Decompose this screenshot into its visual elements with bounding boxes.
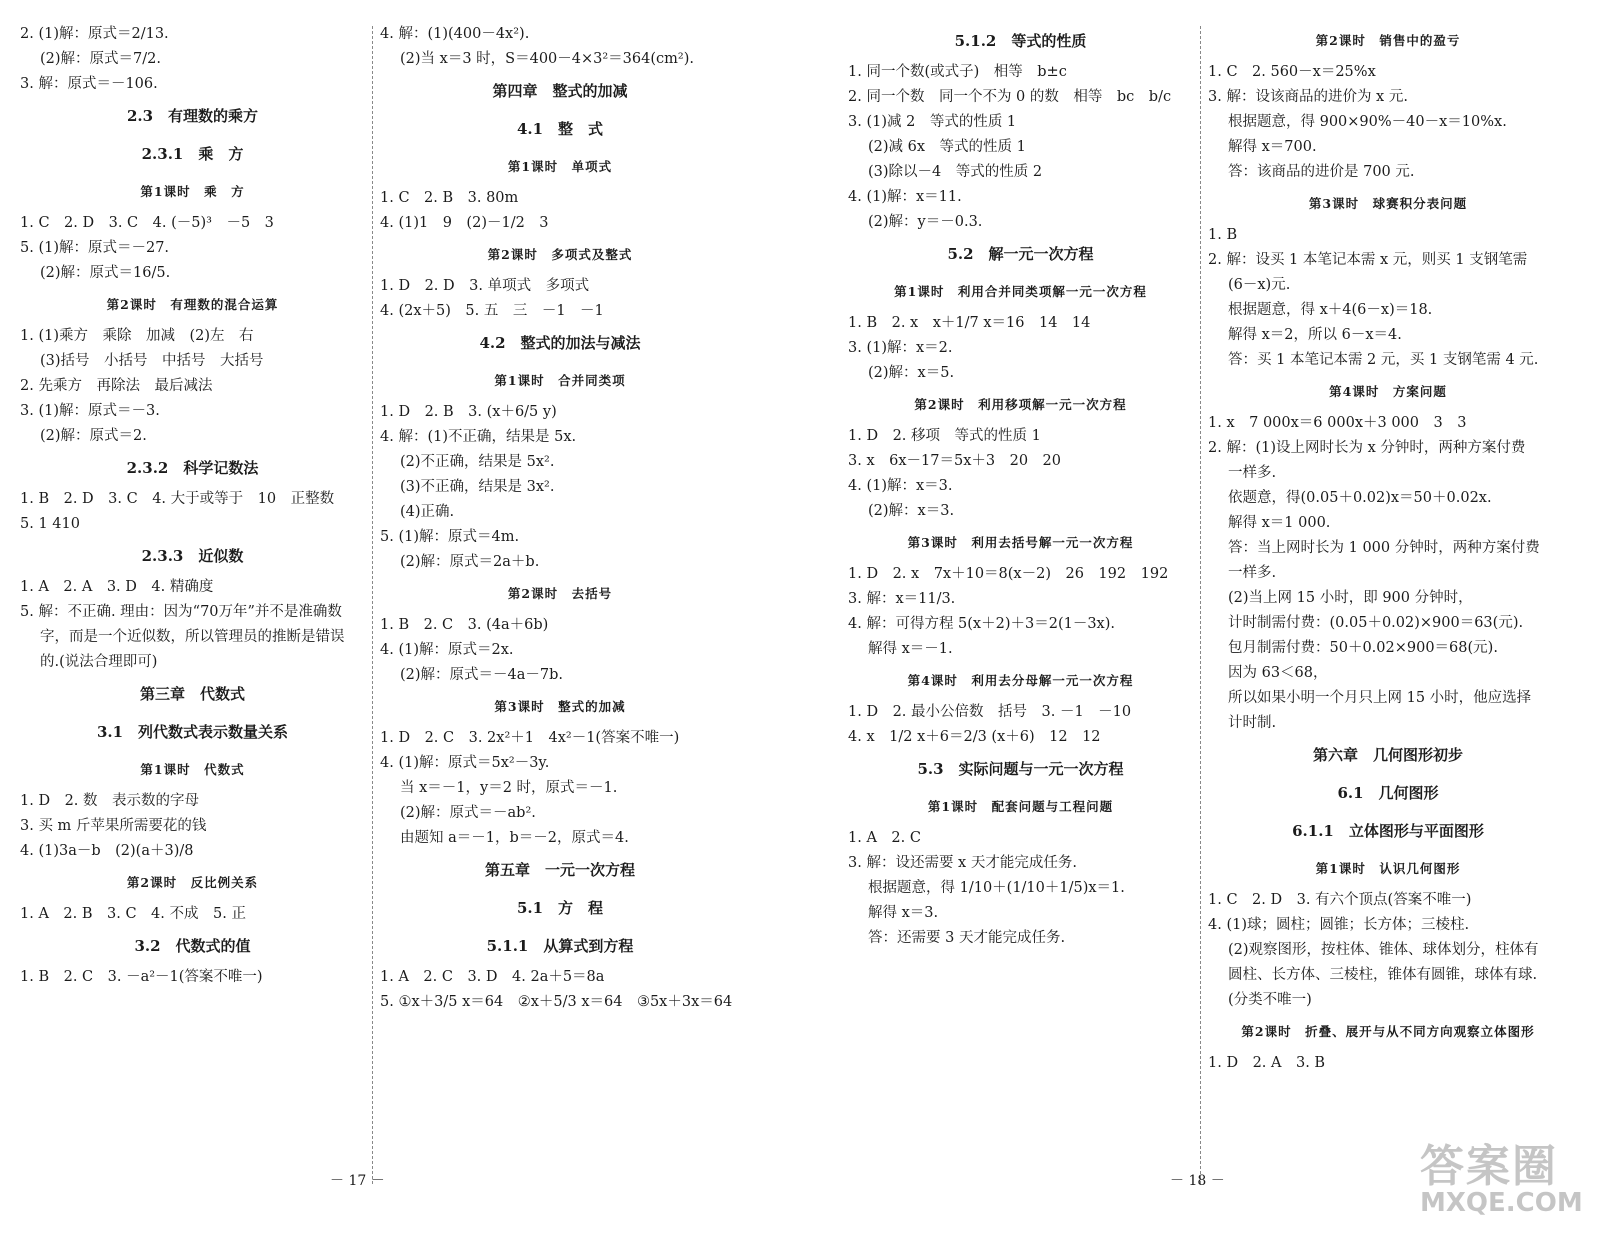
answer-line: 1. C 2. D 3. 有六个顶点(答案不唯一) [1208, 892, 1472, 908]
answer-line: 4. (1)解：x＝3. [848, 478, 953, 494]
section-heading: 第四章 整式的加减 [492, 82, 628, 100]
answer-line: 1. x 7 000x＝6 000x＋3 000 3 3 [1208, 415, 1467, 431]
answer-line: 2. 同一个数 同一个不为 0 的数 相等 bc b/c [848, 89, 1172, 105]
answer-line: 根据题意，得 x＋4(6－x)＝18. [1228, 302, 1433, 318]
lesson-heading: 第1课时 合并同类项 [494, 373, 626, 388]
section-heading: 4.2 整式的加法与减法 [479, 334, 641, 352]
answer-line: (2)解：原式＝16/5. [40, 265, 171, 281]
answer-line: 4. (1)解：x＝11. [848, 189, 962, 205]
answer-line: (2)解：原式＝－4a－7b. [400, 667, 564, 683]
answer-line: 4. 解：(1)(400－4x²). [380, 26, 530, 42]
answer-line: 所以如果小明一个月只上网 15 小时，他应选择 [1228, 690, 1532, 706]
answer-line: 解得 x＝2，所以 6－x＝4. [1228, 327, 1402, 343]
section-heading: 3.1 列代数式表示数量关系 [96, 723, 289, 741]
answer-line: (4)正确. [400, 504, 455, 520]
answer-line: 1. A 2. C 3. D 4. 2a＋5＝8a [380, 969, 605, 985]
answer-line: (2)解：原式＝2a＋b. [400, 554, 540, 570]
answer-line: (2)减 6x 等式的性质 1 [868, 139, 1026, 155]
lesson-heading: 第1课时 代数式 [140, 762, 245, 777]
answer-line: (2)解：原式＝－ab². [400, 805, 536, 821]
answer-line: 1. (1)乘方 乘除 加减 (2)左 右 [20, 328, 254, 344]
answer-line: 1. D 2. 数 表示数的字母 [20, 793, 200, 809]
answer-line: 计时制需付费：(0.05＋0.02)×900＝63(元). [1228, 615, 1524, 631]
answer-line: 字，而是一个近似数，所以管理员的推断是错误 [40, 629, 345, 645]
watermark-logo [1420, 1130, 1590, 1230]
watermark-text-cn: 答案圈 [1420, 1141, 1558, 1192]
lesson-heading: 第1课时 配套问题与工程问题 [927, 799, 1114, 814]
answer-line: 3. (1)解：原式＝－3. [20, 403, 160, 419]
answer-line: (2)解：原式＝7/2. [40, 51, 161, 67]
section-heading: 5.3 实际问题与一元一次方程 [917, 760, 1124, 778]
answer-line: (2)不正确，结果是 5x². [400, 454, 555, 470]
column-divider-right [1200, 26, 1201, 1184]
answer-line: 1. B 2. D 3. C 4. 大于或等于 10 正整数 [20, 491, 335, 507]
answer-line: 1. A 2. C [848, 830, 921, 846]
answer-line: 3. 解：设还需要 x 天才能完成任务. [848, 855, 1077, 871]
section-heading: 2.3 有理数的乘方 [126, 107, 259, 125]
lesson-heading: 第2课时 折叠、展开与从不同方向观察立体图形 [1241, 1024, 1535, 1039]
answer-line: (2)观察图形，按柱体、锥体、球体划分，柱体有 [1228, 942, 1539, 958]
answer-line: 1. C 2. D 3. C 4. (－5)³ －5 3 [20, 215, 274, 231]
answer-line: 1. A 2. B 3. C 4. 不成 5. 正 [20, 906, 246, 922]
section-heading: 5.2 解一元一次方程 [947, 245, 1094, 263]
answer-line: 3. x 6x－17＝5x＋3 20 20 [848, 453, 1062, 469]
lesson-heading: 第4课时 利用去分母解一元一次方程 [907, 673, 1134, 688]
section-heading: 5.1.1 从算式到方程 [486, 937, 634, 955]
answer-line: 1. D 2. A 3. B [1208, 1055, 1326, 1071]
lesson-heading: 第1课时 单项式 [507, 159, 613, 174]
section-heading: 3.2 代数式的值 [134, 937, 251, 955]
answer-line: 4. (2x＋5) 5. 五 三 －1 －1 [380, 303, 604, 319]
answer-line: 1. D 2. x 7x＋10＝8(x－2) 26 192 192 [848, 566, 1169, 582]
answer-line: 5. 1 410 [20, 516, 80, 532]
column-divider-left [372, 26, 373, 1184]
lesson-heading: 第1课时 利用合并同类项解一元一次方程 [894, 284, 1147, 299]
answer-line: 4. (1)3a－b (2)(a＋3)/8 [20, 843, 194, 859]
answer-line: 圆柱、长方体、三棱柱，锥体有圆锥，球体有球. [1228, 967, 1538, 983]
answer-line: 3. 解：x＝11/3. [848, 591, 956, 607]
section-heading: 第五章 一元一次方程 [484, 861, 635, 879]
column-3 [848, 22, 1193, 951]
answer-line: (2)解：x＝3. [868, 503, 955, 519]
answer-line: 3. 买 m 斤苹果所需要花的钱 [20, 818, 207, 834]
answer-line: 答：当上网时长为 1 000 分钟时，两种方案付费 [1228, 540, 1540, 556]
lesson-heading: 第2课时 多项式及整式 [487, 247, 633, 262]
answer-line: 1. B 2. C 3. (4a＋6b) [380, 617, 549, 633]
answer-line: 2. 解：(1)设上网时长为 x 分钟时，两种方案付费 [1208, 440, 1526, 456]
answer-line: (2)解：x＝5. [868, 365, 955, 381]
answer-line: 1. D 2. 移项 等式的性质 1 [848, 428, 1041, 444]
answer-line: 1. C 2. 560－x＝25%x [1208, 64, 1376, 80]
answer-line: 4. 解：可得方程 5(x＋2)＋3＝2(1－3x). [848, 616, 1115, 632]
page-number-right: － 18 － [1170, 1173, 1225, 1189]
section-heading: 6.1.1 立体图形与平面图形 [1292, 822, 1484, 840]
answer-line: 2. (1)解：原式＝2/13. [20, 26, 169, 42]
answer-line: 1. 同一个数(或式子) 相等 b±c [848, 64, 1067, 80]
answer-line: (3)除以－4 等式的性质 2 [868, 164, 1043, 180]
lesson-heading: 第4课时 方案问题 [1329, 384, 1447, 399]
lesson-heading: 第2课时 有理数的混合运算 [106, 297, 279, 312]
section-heading: 6.1 几何图形 [1337, 784, 1439, 802]
page-number-left: － 17 － [330, 1173, 385, 1189]
answer-line: 3. 解：原式＝－106. [20, 76, 158, 92]
answer-line: 1. D 2. D 3. 单项式 多项式 [380, 278, 590, 294]
answer-line: 计时制. [1228, 715, 1277, 731]
answer-line: 解得 x＝－1. [868, 641, 953, 657]
answer-line: 1. D 2. B 3. (x＋6/5 y) [380, 404, 557, 420]
answer-line: 因为 63＜68， [1228, 665, 1328, 681]
answer-line: 解得 x＝3. [868, 905, 939, 921]
answer-line: (2)当上网 15 小时，即 900 分钟时， [1228, 590, 1473, 606]
section-heading: 5.1 方 程 [516, 899, 604, 917]
answer-line: 2. 先乘方 再除法 最后减法 [20, 378, 213, 394]
answer-line: 答：买 1 本笔记本需 2 元，买 1 支钢笔需 4 元. [1228, 352, 1539, 368]
section-heading: 4.1 整 式 [516, 120, 604, 138]
answer-line: (3)不正确，结果是 3x². [400, 479, 555, 495]
answer-line: (2)解：原式＝2. [40, 428, 147, 444]
answer-line: 2. 解：设买 1 本笔记本需 x 元，则买 1 支钢笔需 [1208, 252, 1528, 268]
section-heading: 2.3.3 近似数 [141, 547, 244, 565]
answer-line: 4. x 1/2 x＋6＝2/3 (x＋6) 12 12 [848, 729, 1101, 745]
answer-line: 一样多. [1228, 465, 1277, 481]
answer-line: 1. A 2. A 3. D 4. 精确度 [20, 579, 214, 595]
lesson-heading: 第3课时 球赛积分表问题 [1308, 196, 1468, 211]
answer-line: (3)括号 小括号 中括号 大括号 [40, 353, 264, 369]
answer-line: 答：还需要 3 天才能完成任务. [868, 930, 1066, 946]
answer-line: 答：该商品的进价是 700 元. [1228, 164, 1415, 180]
lesson-heading: 第2课时 反比例关系 [126, 875, 259, 890]
section-heading: 第六章 几何图形初步 [1312, 746, 1463, 764]
answer-line: 4. (1)解：原式＝2x. [380, 642, 514, 658]
answer-line: 1. B 2. x x＋1/7 x＝16 14 14 [848, 315, 1091, 331]
lesson-heading: 第2课时 去括号 [507, 586, 613, 601]
answer-line: 1. B [1208, 227, 1238, 243]
answer-line: 4. (1)球；圆柱；圆锥；长方体；三棱柱. [1208, 917, 1470, 933]
answer-line: 依题意，得(0.05＋0.02)x＝50＋0.02x. [1228, 490, 1492, 506]
answer-line: 3. (1)解：x＝2. [848, 340, 953, 356]
answer-line: (6－x)元. [1228, 277, 1291, 293]
section-heading: 5.1.2 等式的性质 [954, 32, 1087, 50]
answer-line: 的.(说法合理即可) [40, 654, 158, 670]
watermark-text-en: MXQE.COM [1420, 1188, 1583, 1218]
lesson-heading: 第3课时 整式的加减 [494, 699, 626, 714]
lesson-heading: 第2课时 利用移项解一元一次方程 [914, 397, 1127, 412]
answer-line: 解得 x＝700. [1228, 139, 1317, 155]
answer-line: (分类不唯一) [1228, 992, 1312, 1008]
answer-line: 1. D 2. 最小公倍数 括号 3. －1 －10 [848, 704, 1132, 720]
answer-line: 3. 解：设该商品的进价为 x 元. [1208, 89, 1408, 105]
answer-line: 5. (1)解：原式＝4m. [380, 529, 520, 545]
answer-line: 5. 解：不正确. 理由：因为“70万年”并不是准确数 [20, 604, 342, 620]
section-heading: 2.3.2 科学记数法 [126, 459, 259, 477]
section-heading: 2.3.1 乘 方 [141, 145, 244, 163]
column-4 [1208, 22, 1568, 1076]
lesson-heading: 第2课时 销售中的盈亏 [1315, 33, 1461, 48]
lesson-heading: 第1课时 认识几何图形 [1315, 861, 1461, 876]
section-heading: 第三章 代数式 [139, 685, 245, 703]
answer-line: 包月制需付费：50＋0.02×900＝68(元). [1228, 640, 1498, 656]
answer-line: 4. (1)1 9 (2)－1/2 3 [380, 215, 549, 231]
answer-line: 根据题意，得 1/10＋(1/10＋1/5)x＝1. [868, 880, 1125, 896]
answer-line: 解得 x＝1 000. [1228, 515, 1331, 531]
answer-line: 3. (1)减 2 等式的性质 1 [848, 114, 1017, 130]
lesson-heading: 第1课时 乘 方 [140, 184, 245, 199]
answer-line: 4. (1)解：原式＝5x²－3y. [380, 755, 550, 771]
answer-line: 当 x＝－1，y＝2 时，原式＝－1. [400, 780, 618, 796]
answer-line: 根据题意，得 900×90%－40－x＝10%x. [1228, 114, 1507, 130]
answer-line: 1. B 2. C 3. －a²－1(答案不唯一) [20, 969, 263, 985]
answer-line: 1. D 2. C 3. 2x²＋1 4x²－1(答案不唯一) [380, 730, 680, 746]
answer-line: 1. C 2. B 3. 80m [380, 190, 519, 206]
answer-line: (2)当 x＝3 时，S＝400－4×3²＝364(cm²). [400, 51, 694, 67]
answer-line: 由题知 a＝－1，b＝－2，原式＝4. [400, 830, 629, 846]
column-2 [380, 22, 740, 1015]
answer-line: (2)解：y＝－0.3. [868, 214, 983, 230]
answer-line: 4. 解：(1)不正确，结果是 5x. [380, 429, 577, 445]
lesson-heading: 第3课时 利用去括号解一元一次方程 [907, 535, 1134, 550]
answer-line: 5. ①x＋3/5 x＝64 ②x＋5/3 x＝64 ③5x＋3x＝64 [380, 994, 733, 1010]
column-1 [20, 22, 365, 990]
answer-line: 一样多. [1228, 565, 1277, 581]
answer-line: 5. (1)解：原式＝－27. [20, 240, 170, 256]
